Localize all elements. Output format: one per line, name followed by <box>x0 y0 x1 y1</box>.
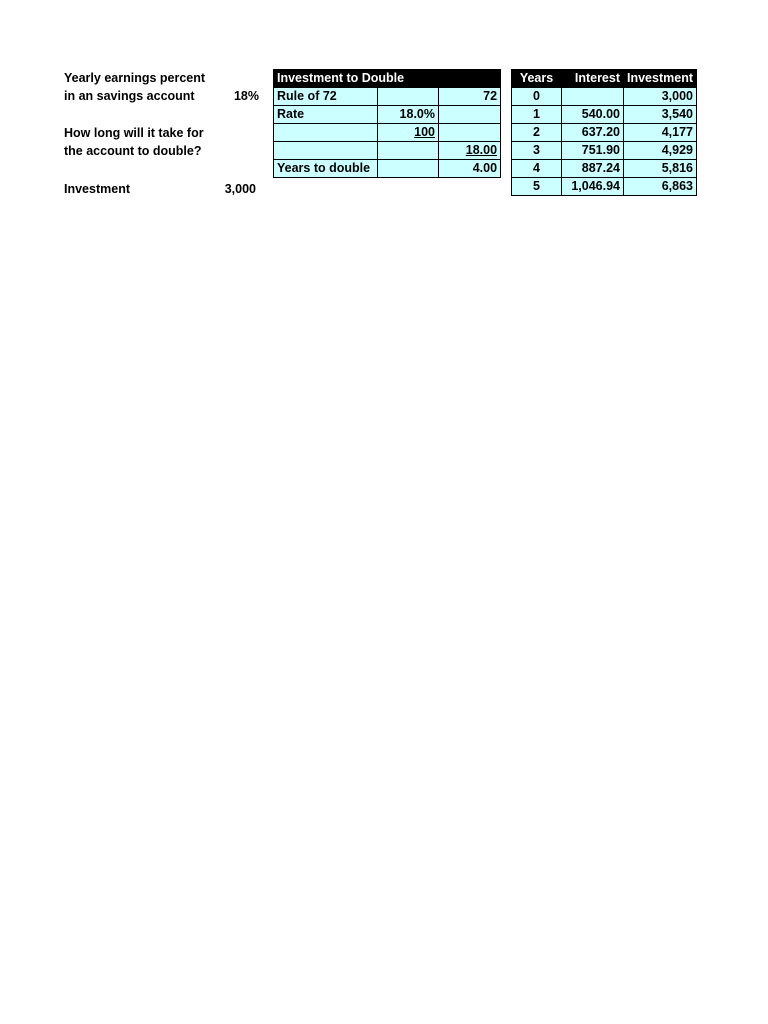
table-row <box>512 160 697 178</box>
investment-label: Investment <box>64 182 130 196</box>
interest-header: Interest <box>562 70 624 88</box>
table-cell[interactable]: 18.0% <box>378 106 439 124</box>
question-line2: the account to double? <box>64 144 202 158</box>
table-cell[interactable]: 540.00 <box>562 106 624 124</box>
table-cell[interactable]: 72 <box>439 88 501 106</box>
table-cell[interactable]: 5 <box>512 178 562 196</box>
investment-value: 3,000 <box>224 182 256 196</box>
table-cell[interactable] <box>274 124 378 142</box>
table-cell[interactable]: Years to double <box>274 160 378 178</box>
earnings-label-line2: in an savings account <box>64 89 195 103</box>
years-header: Years <box>512 70 562 88</box>
table-row <box>512 124 697 142</box>
table-cell[interactable]: 2 <box>512 124 562 142</box>
table-row <box>512 106 697 124</box>
table-cell[interactable] <box>378 160 439 178</box>
table-cell[interactable]: 4,177 <box>624 124 697 142</box>
table-cell[interactable]: 4.00 <box>439 160 501 178</box>
table-cell[interactable]: 887.24 <box>562 160 624 178</box>
table-cell[interactable] <box>274 142 378 160</box>
table-row <box>512 88 697 106</box>
table-cell[interactable]: 751.90 <box>562 142 624 160</box>
table-cell[interactable]: 1,046.94 <box>562 178 624 196</box>
table-cell[interactable]: 0 <box>512 88 562 106</box>
table-cell[interactable]: 4 <box>512 160 562 178</box>
earnings-label-line1: Yearly earnings percent <box>64 71 206 85</box>
table-cell[interactable]: 3,000 <box>624 88 697 106</box>
table-cell[interactable]: 1 <box>512 106 562 124</box>
table-cell[interactable] <box>378 142 439 160</box>
table-cell[interactable] <box>378 88 439 106</box>
growth-table <box>511 69 697 196</box>
table-row <box>274 106 501 124</box>
table-cell[interactable]: 6,863 <box>624 178 697 196</box>
table-row <box>274 124 501 142</box>
table-row <box>512 142 697 160</box>
underlined-value: 100 <box>414 125 435 139</box>
table-row <box>274 142 501 160</box>
table-cell[interactable]: 3 <box>512 142 562 160</box>
table-cell[interactable]: 3,540 <box>624 106 697 124</box>
table-cell[interactable]: 637.20 <box>562 124 624 142</box>
table-cell[interactable]: Rule of 72 <box>274 88 378 106</box>
table-cell[interactable] <box>562 88 624 106</box>
table-cell[interactable]: Rate <box>274 106 378 124</box>
investment-header: Investment <box>624 70 697 88</box>
table-cell[interactable] <box>439 142 501 160</box>
table-row <box>512 178 697 196</box>
table-cell[interactable] <box>439 124 501 142</box>
table-row <box>274 160 501 178</box>
rate-value: 18% <box>233 89 259 103</box>
underlined-value: 18.00 <box>465 143 498 157</box>
double-table <box>273 69 501 178</box>
table-cell[interactable]: 4,929 <box>624 142 697 160</box>
question-line1: How long will it take for <box>64 126 204 140</box>
table-cell[interactable] <box>439 106 501 124</box>
table-cell[interactable]: 5,816 <box>624 160 697 178</box>
table-cell[interactable] <box>378 124 439 142</box>
table-row <box>274 88 501 106</box>
double-table-title: Investment to Double <box>274 70 501 88</box>
